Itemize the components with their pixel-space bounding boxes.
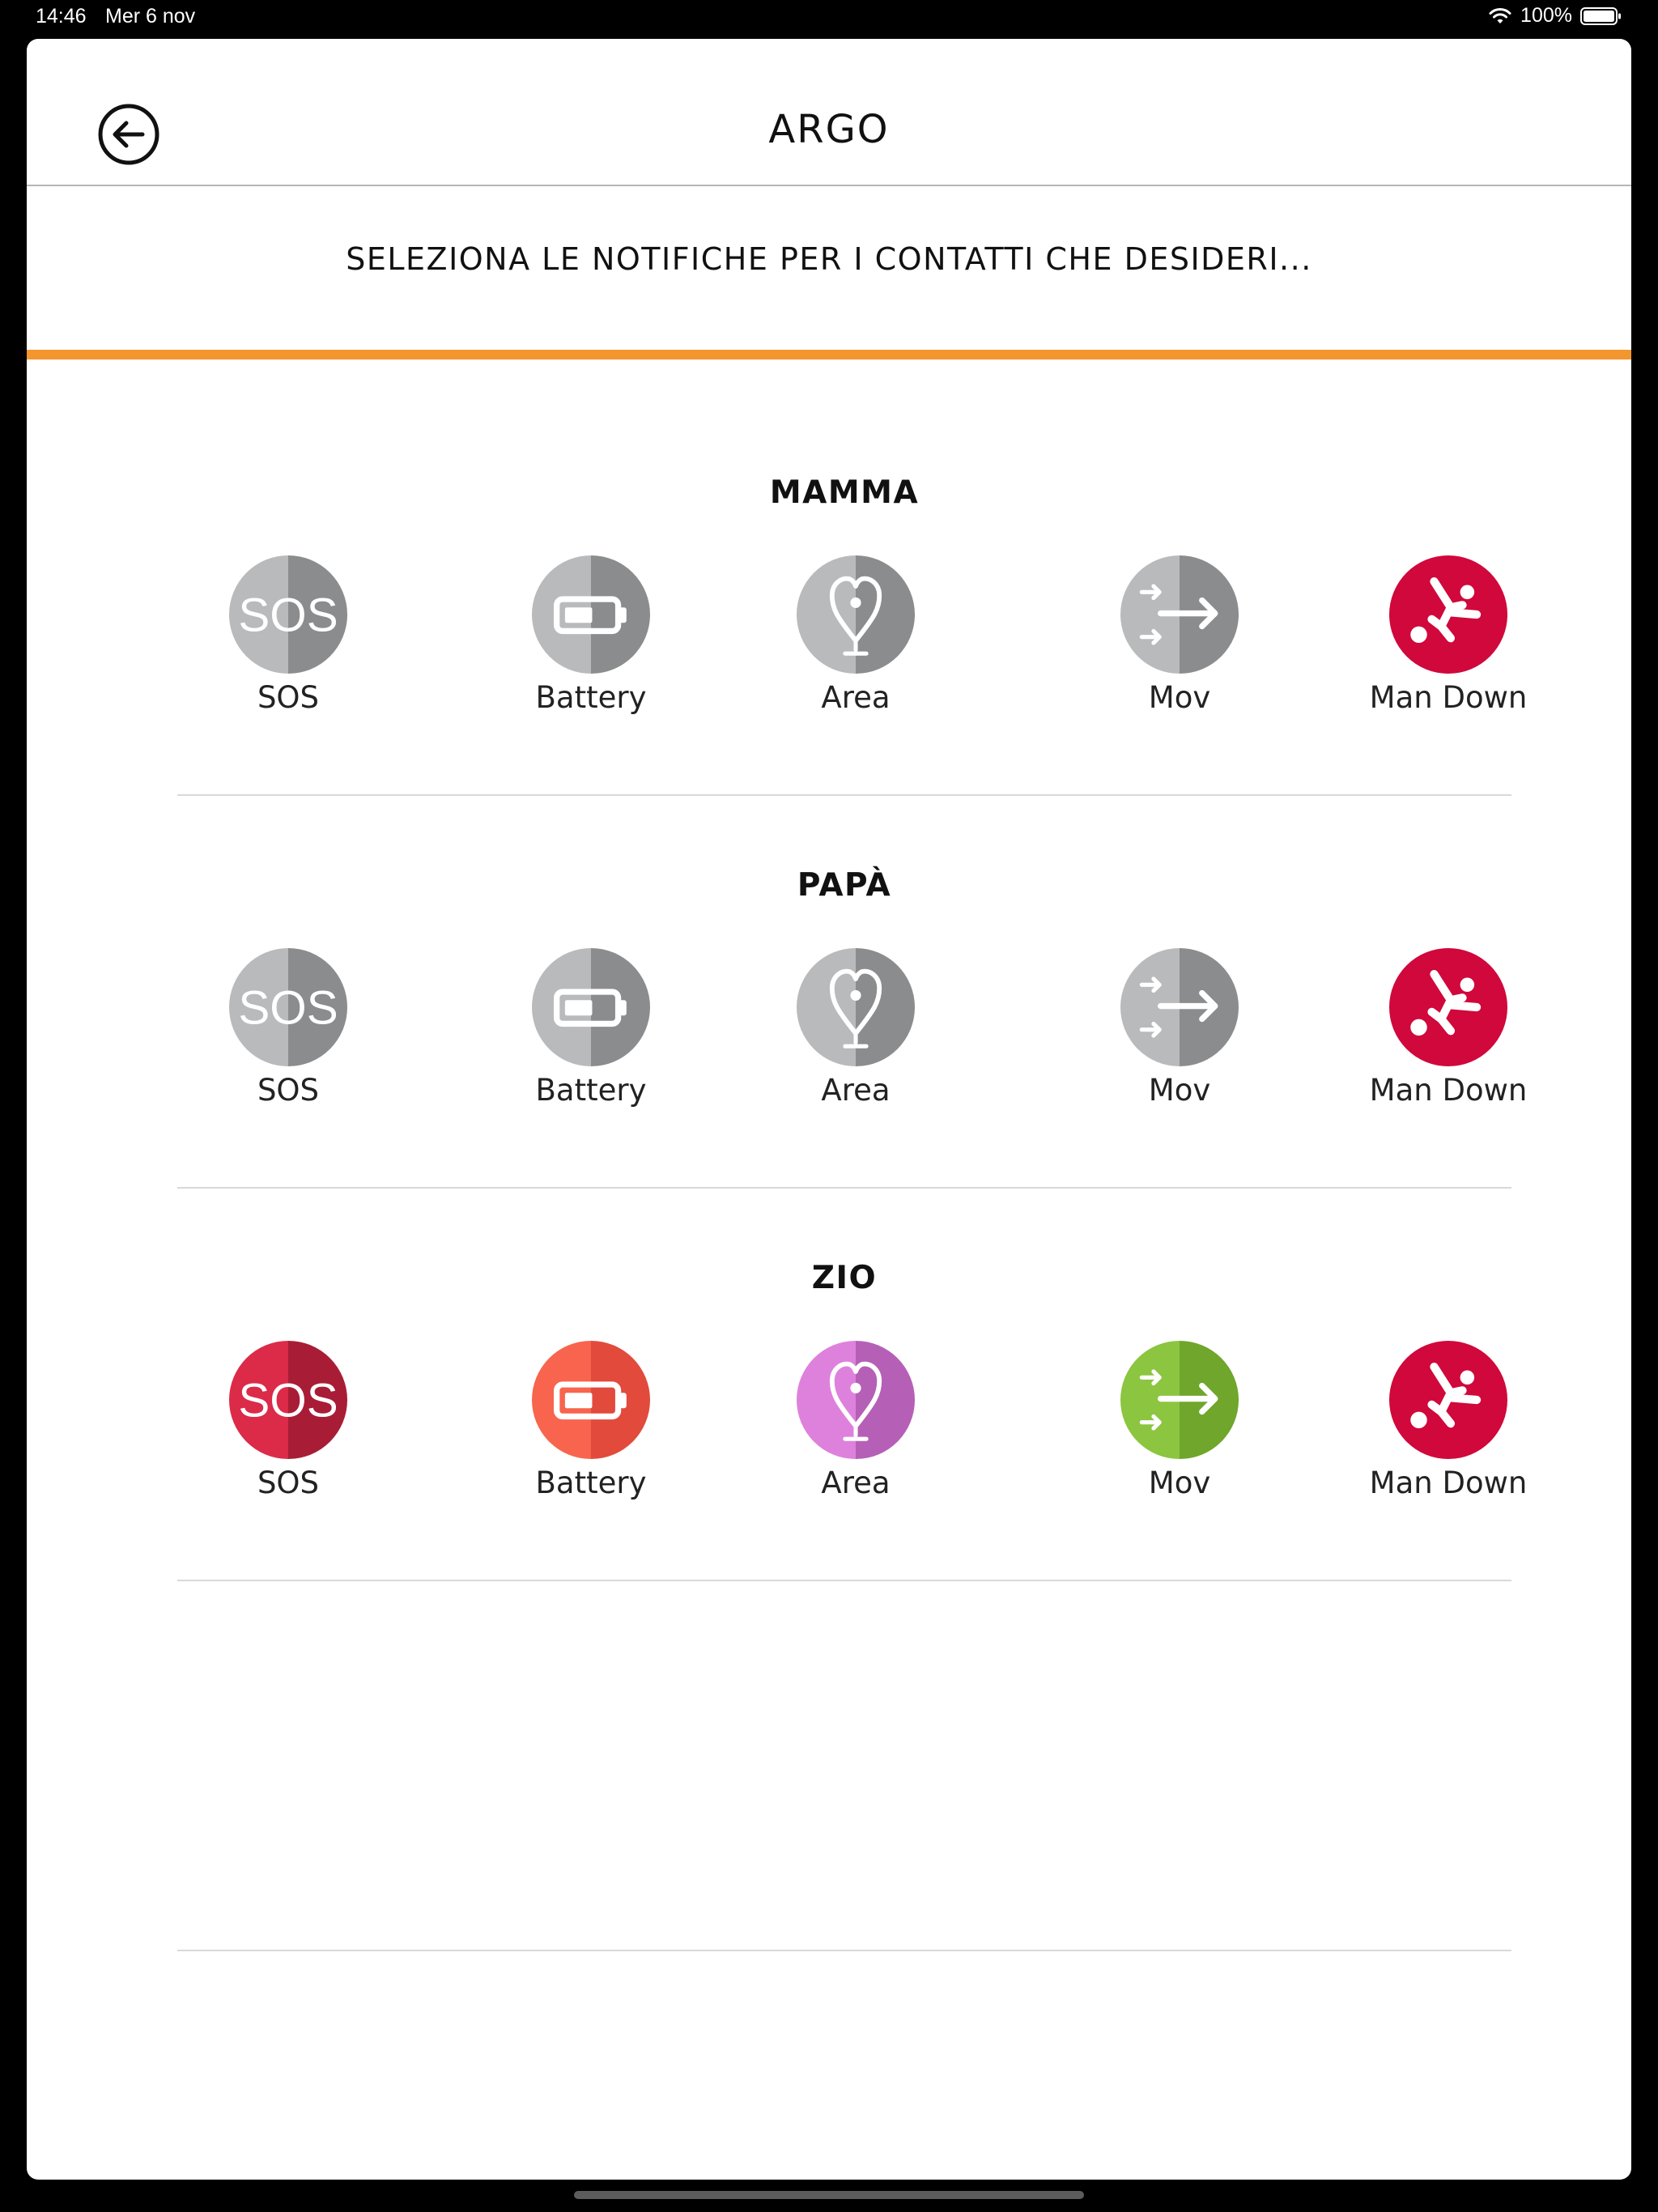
notification-label: Battery xyxy=(535,680,647,715)
instructions-text: SELEZIONA LE NOTIFICHE PER I CONTATTI CHE DESIDERI... xyxy=(346,241,1312,277)
movement-arrows-icon xyxy=(1120,555,1239,674)
notification-toggle-sos[interactable] xyxy=(191,555,385,742)
notification-label: Mov xyxy=(1148,680,1211,715)
heart-pin-icon xyxy=(797,948,915,1066)
notification-label: Mov xyxy=(1148,1465,1211,1500)
movement-arrows-icon xyxy=(1120,948,1239,1066)
heart-pin-icon xyxy=(797,1341,915,1459)
notification-toggle-man-down[interactable] xyxy=(1351,1341,1545,1527)
contact-section xyxy=(177,794,1528,1189)
notification-toggle-mov[interactable] xyxy=(1082,948,1277,1134)
status-bar xyxy=(0,0,1658,36)
empty-contact-row xyxy=(177,1557,1511,1951)
battery-status-icon xyxy=(1580,6,1622,26)
falling-person-icon xyxy=(1389,948,1507,1066)
notification-label: SOS xyxy=(257,680,320,715)
status-time: 14:46 xyxy=(36,5,87,28)
accent-divider xyxy=(27,350,1631,359)
sos-text-icon xyxy=(229,948,347,1066)
battery-percent: 100% xyxy=(1520,4,1572,27)
svg-text:SOS: SOS xyxy=(238,981,338,1035)
page-title: ARGO xyxy=(768,107,890,152)
sos-text-icon xyxy=(229,555,347,674)
notification-toggle-mov[interactable] xyxy=(1082,1341,1277,1527)
notification-label: Battery xyxy=(535,1073,647,1108)
notification-label: Man Down xyxy=(1369,1465,1528,1500)
heart-pin-icon xyxy=(797,555,915,674)
notification-toggle-sos[interactable] xyxy=(191,1341,385,1527)
notification-toggle-man-down[interactable] xyxy=(1351,948,1545,1134)
notification-label: Battery xyxy=(535,1465,647,1500)
notification-label: Area xyxy=(821,1465,891,1500)
notification-toggle-man-down[interactable] xyxy=(1351,555,1545,742)
notification-label: Man Down xyxy=(1369,680,1528,715)
home-indicator xyxy=(574,2191,1084,2199)
status-indicators xyxy=(1488,4,1622,28)
contact-section xyxy=(177,1187,1528,1581)
wifi-icon xyxy=(1488,6,1512,26)
notification-toggle-area[interactable] xyxy=(759,948,953,1134)
notification-toggle-area[interactable] xyxy=(759,555,953,742)
notification-label: SOS xyxy=(257,1465,320,1500)
notification-toggle-battery[interactable] xyxy=(494,555,688,742)
battery-icon xyxy=(532,1341,650,1459)
contact-name: MAMMA xyxy=(769,474,920,511)
sos-text-icon xyxy=(229,1341,347,1459)
notification-toggle-mov[interactable] xyxy=(1082,555,1277,742)
falling-person-icon xyxy=(1389,555,1507,674)
contact-section xyxy=(177,402,1528,796)
battery-icon xyxy=(532,948,650,1066)
nav-bar xyxy=(27,39,1631,186)
contact-name: PAPÀ xyxy=(797,867,892,904)
svg-text:SOS: SOS xyxy=(238,589,338,642)
notification-toggle-battery[interactable] xyxy=(494,948,688,1134)
falling-person-icon xyxy=(1389,1341,1507,1459)
notification-label: Area xyxy=(821,1073,891,1108)
notification-label: Man Down xyxy=(1369,1073,1528,1108)
notification-toggle-battery[interactable] xyxy=(494,1341,688,1527)
notification-label: Area xyxy=(821,680,891,715)
contact-name: ZIO xyxy=(811,1260,878,1296)
notification-toggle-area[interactable] xyxy=(759,1341,953,1527)
notification-label: Mov xyxy=(1148,1073,1211,1108)
svg-text:SOS: SOS xyxy=(238,1374,338,1427)
notification-toggle-sos[interactable] xyxy=(191,948,385,1134)
status-date: Mer 6 nov xyxy=(105,5,196,28)
movement-arrows-icon xyxy=(1120,1341,1239,1459)
notification-label: SOS xyxy=(257,1073,320,1108)
battery-icon xyxy=(532,555,650,674)
notifications-sheet xyxy=(27,39,1631,2180)
